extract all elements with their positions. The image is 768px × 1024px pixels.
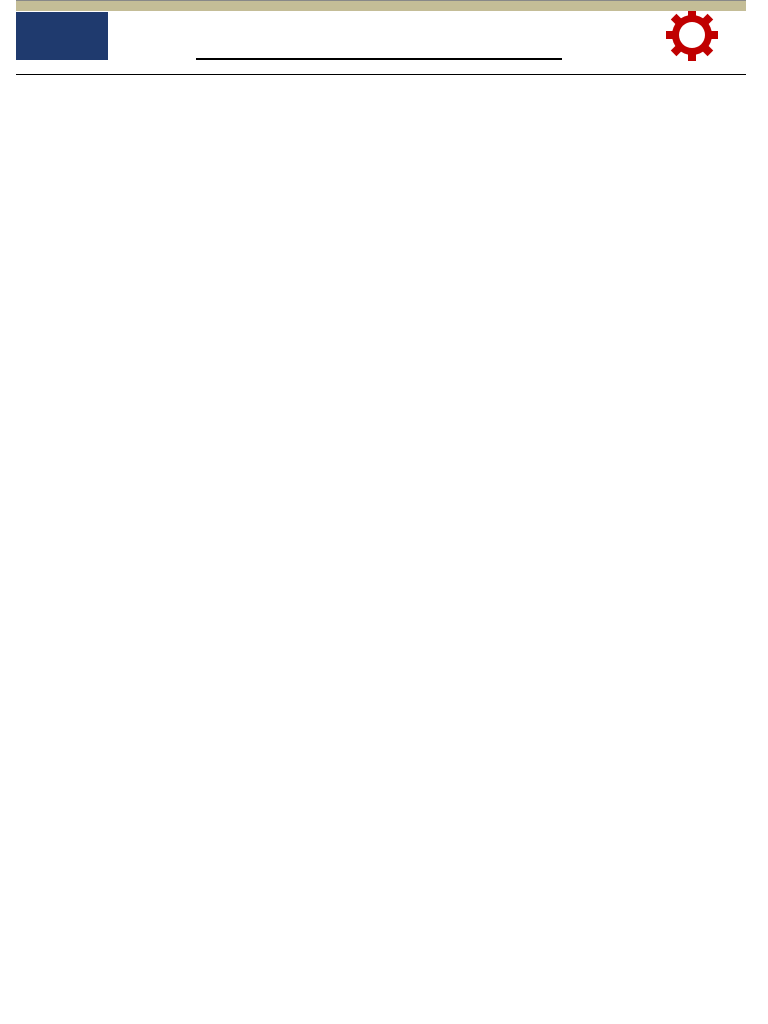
logo-name (16, 12, 108, 22)
title-underline (196, 58, 562, 60)
anata-logo (16, 12, 108, 60)
section-title (16, 0, 746, 11)
section-light-vehicle (16, 0, 746, 11)
date-divider (16, 74, 746, 75)
gear-icon (640, 8, 744, 62)
